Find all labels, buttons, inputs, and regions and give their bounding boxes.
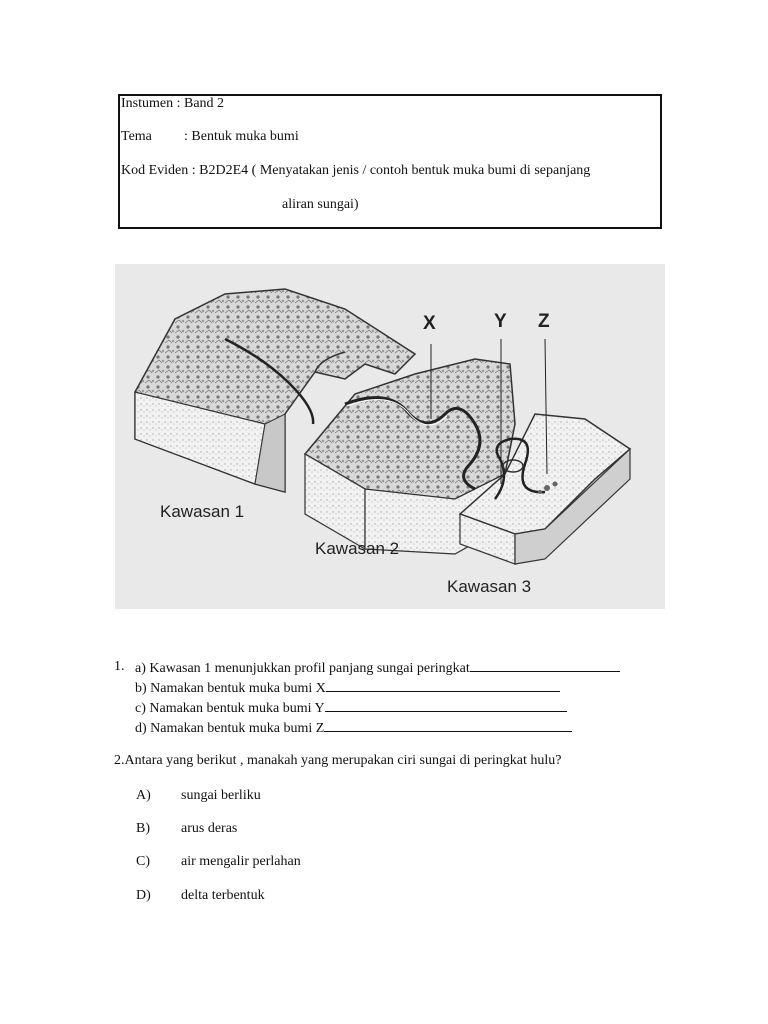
label-kawasan-2: Kawasan 2 bbox=[315, 539, 400, 558]
option-c-text: air mengalir perlahan bbox=[181, 854, 301, 869]
river-diagram bbox=[115, 264, 665, 609]
tema-value: : Bentuk muka bumi bbox=[184, 129, 299, 144]
option-c[interactable] bbox=[0, 854, 768, 872]
river-landform-figure bbox=[115, 264, 665, 609]
label-kawasan-1: Kawasan 1 bbox=[160, 502, 245, 521]
option-a[interactable] bbox=[0, 788, 768, 806]
label-x: X bbox=[423, 313, 436, 334]
option-c-letter: C) bbox=[136, 854, 150, 869]
question-1c bbox=[135, 699, 567, 717]
option-d[interactable] bbox=[0, 888, 768, 906]
tema-label: Tema bbox=[121, 129, 152, 144]
question-1d-text: d) Namakan bentuk muka bumi Z bbox=[135, 721, 325, 736]
question-2-text: 2.Antara yang berikut , manakah yang merupakan ciri sungai di peringkat hulu? bbox=[114, 753, 562, 768]
answer-blank-1d[interactable] bbox=[324, 719, 572, 732]
question-1a-text: a) Kawasan 1 menunjukkan profil panjang sungai peringkat bbox=[135, 661, 470, 676]
instrument-line: Instumen : Band 2 bbox=[121, 96, 225, 111]
info-box bbox=[118, 94, 662, 229]
question-1-number: 1. bbox=[114, 659, 125, 674]
question-1c-text: c) Namakan bentuk muka bumi Y bbox=[135, 701, 325, 716]
answer-blank-1a[interactable] bbox=[470, 659, 620, 672]
question-1b-text: b) Namakan bentuk muka bumi X bbox=[135, 681, 326, 696]
option-b-letter: B) bbox=[136, 821, 150, 836]
question-1b bbox=[135, 679, 560, 697]
option-d-letter: D) bbox=[136, 888, 151, 903]
option-a-text: sungai berliku bbox=[181, 788, 261, 803]
question-1d bbox=[135, 719, 572, 737]
question-1a bbox=[135, 659, 620, 677]
answer-blank-1b[interactable] bbox=[326, 679, 560, 692]
answer-blank-1c[interactable] bbox=[325, 699, 567, 712]
tema-line bbox=[121, 129, 299, 145]
question-1 bbox=[0, 659, 768, 739]
label-y: Y bbox=[494, 311, 507, 332]
question-2-options bbox=[0, 788, 768, 908]
kod-eviden-line: Kod Eviden : B2D2E4 ( Menyatakan jenis / contoh bentuk muka bumi di sepanjang bbox=[121, 163, 591, 178]
option-a-letter: A) bbox=[136, 788, 151, 803]
label-kawasan-3: Kawasan 3 bbox=[447, 577, 532, 596]
option-b-text: arus deras bbox=[181, 821, 238, 836]
option-d-text: delta terbentuk bbox=[181, 888, 265, 903]
option-b[interactable] bbox=[0, 821, 768, 839]
kod-eviden-continuation: aliran sungai) bbox=[282, 197, 359, 212]
label-z: Z bbox=[538, 311, 550, 332]
